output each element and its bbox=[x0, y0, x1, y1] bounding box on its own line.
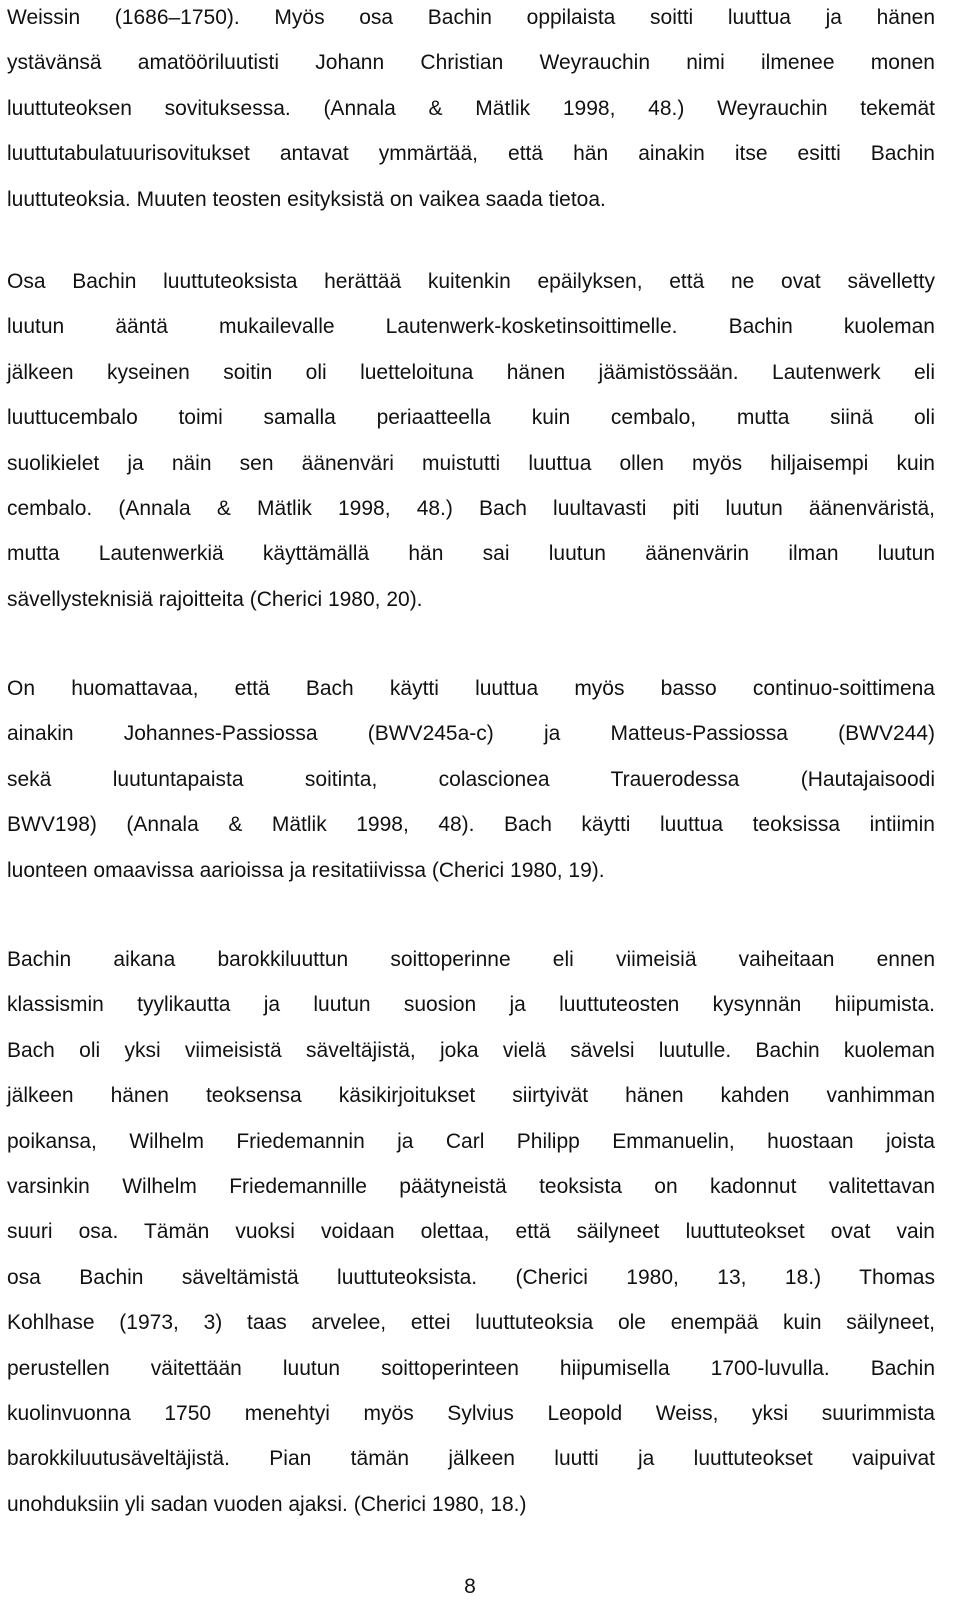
text-line: luuttuteoksia. Muuten teosten esityksistä on vaikea saada tietoa. bbox=[7, 187, 606, 211]
text-line: Bach oli yksi viimeisistä säveltäjistä, joka vielä sävelsi luutulle. Bachin kuoleman bbox=[7, 1038, 935, 1062]
text-line: cembalo. (Annala & Mätlik 1998, 48.) Bach luultavasti piti luutun äänenväristä, bbox=[7, 496, 935, 520]
text-line: klassismin tyylikautta ja luutun suosion ja luuttuteosten kysynnän hiipumista. bbox=[7, 993, 935, 1017]
text-line: jälkeen kyseinen soitin oli luetteloituna hänen jäämistössään. Lautenwerk eli bbox=[7, 360, 935, 384]
paragraph-3 bbox=[7, 666, 935, 893]
text-line: perustellen väitettään luutun soittoperinteen hiipumisella 1700-luvulla. Bachin bbox=[7, 1356, 935, 1380]
text-line: jälkeen hänen teoksensa käsikirjoitukset siirtyivät hänen kahden vanhimman bbox=[7, 1084, 935, 1108]
paragraph-1 bbox=[7, 0, 935, 222]
text-line: Kohlhase (1973, 3) taas arvelee, ettei luuttuteoksia ole enempää kuin säilyneet, bbox=[7, 1311, 935, 1335]
text-line: poikansa, Wilhelm Friedemannin ja Carl Philipp Emmanuelin, huostaan joista bbox=[7, 1129, 935, 1153]
text-line: luutun ääntä mukailevalle Lautenwerk-kosketinsoittimelle. Bachin kuoleman bbox=[7, 315, 935, 339]
text-line: On huomattavaa, että Bach käytti luuttua myös basso continuo-soittimena bbox=[7, 677, 935, 700]
text-line: luuttucembalo toimi samalla periaatteella kuin cembalo, mutta siinä oli bbox=[7, 406, 935, 430]
text-line: ainakin Johannes-Passiossa (BWV245a-c) ja Matteus-Passiossa (BWV244) bbox=[7, 722, 935, 746]
text-line: suuri osa. Tämän vuoksi voidaan olettaa, että säilyneet luuttuteokset ovat vain bbox=[7, 1220, 935, 1244]
text-line: kuolinvuonna 1750 menehtyi myös Sylvius Leopold Weiss, yksi suurimmista bbox=[7, 1401, 935, 1425]
text-line: unohduksiin yli sadan vuoden ajaksi. (Cherici 1980, 18.) bbox=[7, 1492, 527, 1516]
text-line: suolikielet ja näin sen äänenväri muistutti luuttua ollen myös hiljaisempi kuin bbox=[7, 451, 935, 475]
text-line: sekä luutuntapaista soitinta, colascionea Trauerodessa (Hautajaisoodi bbox=[7, 767, 935, 791]
text-line: mutta Lautenwerkiä käyttämällä hän sai luutun äänenvärin ilman luutun bbox=[7, 542, 935, 566]
text-line: osa Bachin säveltämistä luuttuteoksista. (Cherici 1980, 13, 18.) Thomas bbox=[7, 1265, 935, 1289]
text-line: varsinkin Wilhelm Friedemannille päätyneistä teoksista on kadonnut valitettavan bbox=[7, 1174, 935, 1198]
text-line: luuttutabulatuurisovitukset antavat ymmärtää, että hän ainakin itse esitti Bachin bbox=[7, 142, 935, 166]
paragraph-4 bbox=[7, 937, 935, 1527]
text-line: sävellysteknisiä rajoitteita (Cherici 1980, 20). bbox=[7, 587, 423, 611]
text-line: Bachin aikana barokkiluuttun soittoperinne eli viimeisiä vaiheitaan ennen bbox=[7, 948, 935, 971]
page-number: 8 bbox=[464, 1575, 476, 1598]
text-line: Osa Bachin luuttuteoksista herättää kuitenkin epäilyksen, että ne ovat sävelletty bbox=[7, 270, 935, 293]
text-line: luuttuteoksen sovituksessa. (Annala & Mätlik 1998, 48.) Weyrauchin tekemät bbox=[7, 96, 935, 120]
paragraph-2 bbox=[7, 259, 935, 622]
text-line: ystävänsä amatööriluutisti Johann Christian Weyrauchin nimi ilmenee monen bbox=[7, 51, 935, 75]
text-line: BWV198) (Annala & Mätlik 1998, 48). Bach käytti luuttua teoksissa intiimin bbox=[7, 813, 935, 837]
text-line: luonteen omaavissa aarioissa ja resitatiivissa (Cherici 1980, 19). bbox=[7, 858, 605, 882]
text-line: barokkiluutusäveltäjistä. Pian tämän jälkeen luutti ja luuttuteokset vaipuivat bbox=[7, 1447, 935, 1471]
text-line: Weissin (1686–1750). Myös osa Bachin oppilaista soitti luuttua ja hänen bbox=[7, 6, 935, 29]
